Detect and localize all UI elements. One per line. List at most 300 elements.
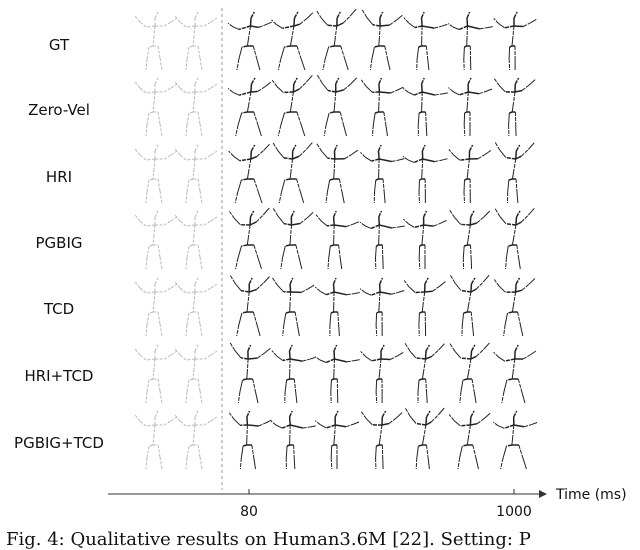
pose-bone (186, 92, 195, 93)
pose-bone (441, 220, 447, 223)
pose-bone (284, 158, 293, 159)
pose-bone (472, 324, 473, 336)
pose-bone (251, 145, 255, 151)
pose-bone (523, 457, 527, 469)
pose-bone (370, 59, 372, 70)
pose-bone (371, 292, 380, 295)
tick-label-1000: 1000 (496, 504, 532, 520)
pose-bone (471, 312, 472, 324)
pose-bone (158, 112, 160, 124)
pose-bone (471, 211, 474, 217)
pose-bone (204, 421, 211, 425)
pose-bone (282, 180, 285, 192)
pose-figure (272, 12, 313, 70)
pose-bone (204, 155, 211, 159)
pose-bone (414, 225, 423, 227)
pose-bone (146, 325, 147, 336)
pose-bone (204, 88, 211, 92)
pose-bone (238, 113, 242, 125)
pose-bone (248, 358, 257, 359)
pose-bone (290, 235, 291, 245)
pose-bone (334, 278, 337, 284)
pose-figure (315, 411, 359, 469)
pose-figure (135, 12, 177, 70)
pose-bone (524, 425, 531, 427)
pose-bone (155, 345, 158, 351)
pose-bone (518, 312, 521, 324)
pose-bone (334, 102, 335, 112)
pose-bone (335, 145, 338, 151)
pose-bone (160, 457, 162, 469)
pose-bone (154, 26, 155, 36)
pose-bone (512, 102, 513, 112)
pose-figure (317, 75, 357, 137)
pose-bone (316, 215, 321, 221)
pose-bone (390, 356, 397, 360)
pose-bone (471, 257, 472, 269)
pose-bone (242, 312, 247, 313)
pose-figure (175, 78, 217, 136)
pose-bone (164, 355, 171, 359)
pose-bone (506, 258, 507, 269)
pose-bone (379, 159, 391, 162)
pose-bone (273, 208, 278, 216)
pose-bone (512, 235, 514, 245)
pose-bone (431, 415, 438, 422)
pose-bone (186, 125, 187, 136)
pose-bone (299, 82, 306, 89)
pose-bone (158, 245, 160, 257)
pose-bone (194, 425, 195, 435)
pose-bone (335, 425, 336, 435)
pose-bone (371, 225, 379, 228)
pose-bone (441, 24, 447, 26)
pose-bone (285, 179, 290, 180)
pose-bone (331, 380, 332, 392)
pose-bone (279, 192, 281, 203)
pose-bone (361, 351, 366, 356)
pose-bone (198, 46, 200, 58)
pose-bone (513, 26, 514, 36)
pose-bone (471, 278, 475, 284)
pose-bone (322, 83, 328, 91)
pose-bone (140, 155, 146, 160)
pose-bone (235, 192, 238, 203)
pose-figure (360, 278, 404, 336)
pose-bone (512, 302, 514, 312)
pose-figure (175, 12, 217, 70)
pose-figure (494, 278, 535, 336)
pose-bone (295, 312, 297, 324)
pose-bone (326, 292, 334, 295)
pose-bone (334, 284, 335, 292)
pose-bone (193, 36, 194, 46)
pose-bone (160, 324, 162, 336)
pose-bone (253, 312, 256, 324)
pose-bone (479, 91, 486, 93)
pose-bone (366, 87, 372, 93)
pose-bone (140, 421, 146, 426)
pose-bone (291, 159, 292, 169)
pose-bone (293, 89, 299, 92)
pose-bone (258, 191, 262, 203)
pose-bone (449, 414, 454, 420)
pose-bone (505, 359, 515, 361)
pose-bone (272, 80, 277, 87)
pose-figure (403, 78, 448, 136)
pose-bone (360, 289, 365, 293)
pose-bone (198, 379, 200, 391)
pose-bone (467, 102, 468, 112)
pose-bone (512, 435, 513, 445)
pose-bone (379, 292, 380, 302)
pose-bone (483, 343, 489, 350)
pose-bone (512, 36, 513, 46)
pose-bone (193, 169, 194, 179)
pose-bone (259, 25, 266, 28)
pose-bone (211, 18, 217, 22)
pose-bone (410, 351, 416, 358)
pose-bone (379, 36, 380, 46)
pose-bone (211, 151, 217, 155)
pose-bone (458, 458, 460, 469)
pose-bone (200, 58, 202, 70)
pose-bone (379, 217, 380, 225)
pose-bone (241, 446, 243, 458)
pose-bone (146, 92, 155, 93)
pose-bone (294, 78, 297, 84)
pose-bone (257, 324, 260, 336)
row-label-hri-tcd: HRI+TCD (0, 367, 118, 385)
pose-bone (427, 445, 429, 457)
pose-bone (241, 291, 249, 292)
pose-bone (340, 257, 342, 269)
pose-bone (195, 145, 198, 151)
pose-bone (341, 46, 345, 58)
pose-bone (257, 353, 264, 358)
pose-bone (283, 246, 286, 258)
pose-bone (186, 392, 187, 403)
pose-figure (362, 9, 403, 70)
pose-bone (327, 225, 334, 226)
pose-figure (317, 9, 357, 70)
pose-bone (285, 245, 290, 246)
pose-bone (153, 435, 154, 445)
pose-bone (186, 325, 187, 336)
pose-figure (135, 345, 177, 403)
pose-bone (465, 179, 468, 180)
pose-bone (276, 425, 282, 428)
pose-bone (509, 112, 512, 113)
pose-bone (339, 324, 340, 336)
pose-figure (361, 145, 405, 203)
pose-bone (252, 78, 256, 84)
pose-bone (248, 359, 249, 369)
pose-bone (336, 26, 337, 36)
pose-bone (408, 160, 414, 163)
pose-bone (381, 359, 390, 360)
pose-bone (380, 278, 383, 284)
pose-bone (334, 217, 335, 225)
pose-bone (291, 225, 292, 235)
pose-bone (376, 245, 378, 246)
pose-bone (251, 91, 258, 92)
pose-bone (264, 348, 270, 353)
pose-bone (424, 225, 434, 226)
pose-bone (294, 445, 295, 457)
pose-bone (469, 359, 471, 369)
pose-bone (476, 282, 483, 289)
pose-bone (187, 47, 189, 59)
pose-bone (508, 245, 512, 246)
pose-bone (278, 285, 284, 291)
pose-bone (198, 179, 200, 191)
pose-bone (459, 26, 468, 30)
pose-bone (204, 288, 211, 292)
pose-bone (403, 156, 408, 160)
pose-bone (418, 113, 419, 125)
pose-bone (284, 224, 292, 225)
pose-bone (296, 245, 299, 257)
pose-bone (297, 46, 301, 58)
pose-figure (175, 278, 217, 336)
pose-bone (147, 380, 149, 392)
pose-figure (449, 145, 491, 203)
pose-bone (514, 225, 516, 235)
pose-bone (426, 357, 432, 359)
pose-bone (164, 221, 171, 225)
pose-bone (425, 278, 428, 284)
pose-figure (493, 411, 537, 469)
pose-bone (200, 191, 202, 203)
pose-bone (428, 58, 429, 70)
pose-bone (515, 78, 518, 84)
pose-bone (515, 345, 518, 351)
pose-bone (198, 445, 200, 457)
pose-figure (450, 275, 489, 337)
pose-bone (423, 225, 424, 235)
pose-bone (428, 457, 429, 469)
pose-bone (505, 313, 507, 325)
pose-bone (149, 245, 153, 246)
pose-bone (297, 112, 301, 124)
pose-bone (164, 421, 171, 425)
pose-bone (384, 112, 386, 124)
pose-bone (485, 150, 491, 154)
pose-bone (238, 392, 240, 403)
pose-bone (334, 169, 335, 179)
row-label-gt: GT (0, 36, 118, 54)
pose-bone (235, 283, 241, 290)
pose-bone (467, 235, 469, 245)
pose-bone (195, 211, 198, 217)
pose-bone (439, 344, 445, 350)
pose-bone (247, 235, 248, 245)
pose-bone (422, 78, 425, 84)
pose-bone (373, 25, 380, 26)
pose-bone (376, 380, 377, 392)
pose-bone (247, 36, 249, 46)
pose-bone (153, 36, 154, 46)
pose-bone (426, 345, 429, 351)
pose-bone (426, 46, 427, 58)
row-label-tcd: TCD (0, 300, 118, 318)
pose-bone (419, 46, 422, 47)
pose-bone (455, 218, 461, 225)
pose-bone (379, 225, 392, 228)
pose-bone (249, 278, 252, 284)
pose-bone (249, 92, 251, 102)
pose-bone (180, 221, 186, 226)
pose-bone (186, 359, 195, 360)
pose-bone (200, 457, 202, 469)
pose-bone (160, 191, 162, 203)
pose-bone (186, 159, 195, 160)
pose-bone (419, 313, 420, 325)
pose-figure (272, 345, 316, 403)
pose-bone (528, 143, 534, 150)
pose-bone (297, 179, 301, 191)
pose-bone (340, 112, 343, 124)
pose-bone (186, 192, 187, 203)
pose-bone (516, 179, 517, 191)
pose-figure (273, 208, 313, 269)
pose-bone (291, 211, 294, 217)
pose-figure (405, 343, 445, 403)
pose-bone (300, 218, 307, 224)
pose-bone (521, 215, 528, 222)
pose-bone (153, 102, 154, 112)
pose-figure (228, 12, 272, 70)
pose-bone (425, 291, 433, 292)
pose-bone (307, 212, 313, 218)
pose-bone (460, 392, 461, 403)
pose-bone (317, 11, 322, 19)
pose-bone (409, 23, 415, 27)
pose-bone (405, 408, 410, 417)
pose-bone (517, 245, 519, 257)
pose-bone (326, 113, 329, 125)
pose-bone (339, 179, 341, 191)
pose-bone (249, 26, 251, 36)
pose-bone (460, 159, 470, 160)
pose-bone (239, 313, 242, 325)
pose-bone (433, 286, 440, 291)
pose-bone (315, 421, 320, 425)
pose-bone (194, 292, 195, 302)
pose-bone (529, 279, 535, 285)
pose-figure (175, 211, 217, 269)
pose-bone (158, 312, 160, 324)
pose-bone (377, 312, 379, 313)
pose-bone (230, 275, 235, 283)
pose-bone (187, 246, 189, 258)
pose-bone (519, 445, 523, 457)
pose-bone (299, 149, 306, 156)
pose-bone (153, 369, 154, 379)
pose-bone (523, 23, 530, 27)
pose-bone (294, 18, 295, 26)
pose-bone (419, 180, 420, 192)
pose-bone (155, 278, 158, 284)
pose-bone (278, 216, 284, 224)
pose-figure (315, 278, 359, 336)
pose-bone (251, 26, 259, 27)
pose-figure (450, 343, 490, 403)
pose-figure (448, 78, 492, 136)
pose-bone (339, 245, 341, 257)
pose-bone (426, 379, 427, 391)
pose-bone (419, 258, 420, 269)
pose-bone (432, 350, 439, 357)
pose-bone (529, 80, 535, 86)
pose-bone (322, 19, 328, 26)
pose-bone (273, 143, 278, 151)
pose-bone (414, 159, 423, 162)
pose-bone (315, 287, 320, 291)
pose-bone (242, 46, 247, 47)
pose-bone (253, 46, 256, 58)
pose-figure (361, 411, 402, 469)
pose-bone (146, 458, 147, 469)
pose-bone (146, 392, 147, 403)
pose-bone (380, 25, 389, 26)
pose-bone (461, 224, 471, 225)
pose-bone (460, 446, 463, 458)
pose-bone (335, 92, 336, 102)
pose-bone (382, 411, 385, 417)
pose-bone (290, 417, 291, 425)
pose-bone (376, 392, 377, 403)
pose-bone (382, 424, 389, 426)
pose-bone (155, 12, 158, 18)
pose-figure (271, 411, 316, 469)
pose-bone (516, 284, 517, 292)
pose-bone (420, 179, 422, 180)
pose-bone (189, 179, 193, 180)
pose-bone (325, 47, 328, 59)
pose-bone (375, 112, 379, 113)
pose-bone (502, 392, 504, 403)
pose-bone (464, 125, 465, 136)
pose-bone (320, 425, 326, 428)
pose-bone (229, 151, 234, 156)
pose-bone (448, 24, 453, 28)
pose-bone (301, 289, 308, 293)
pose-layer (135, 9, 537, 469)
pose-bone (309, 357, 315, 359)
pose-bone (258, 257, 262, 269)
pose-bone (171, 284, 177, 288)
pose-bone (530, 351, 536, 355)
pose-bone (140, 22, 146, 27)
pose-bone (477, 217, 484, 223)
pose-bone (512, 169, 514, 179)
pose-bone (467, 435, 469, 445)
pose-bone (281, 258, 283, 269)
pose-bone (282, 425, 290, 428)
pose-bone (471, 411, 474, 417)
pose-bone (380, 26, 381, 36)
pose-bone (186, 26, 195, 27)
pose-bone (379, 211, 382, 217)
pose-bone (379, 145, 382, 151)
pose-bone (397, 352, 403, 356)
pose-bone (180, 22, 186, 27)
pose-bone (474, 391, 476, 403)
pose-bone (484, 211, 490, 217)
pose-figure (404, 278, 445, 336)
